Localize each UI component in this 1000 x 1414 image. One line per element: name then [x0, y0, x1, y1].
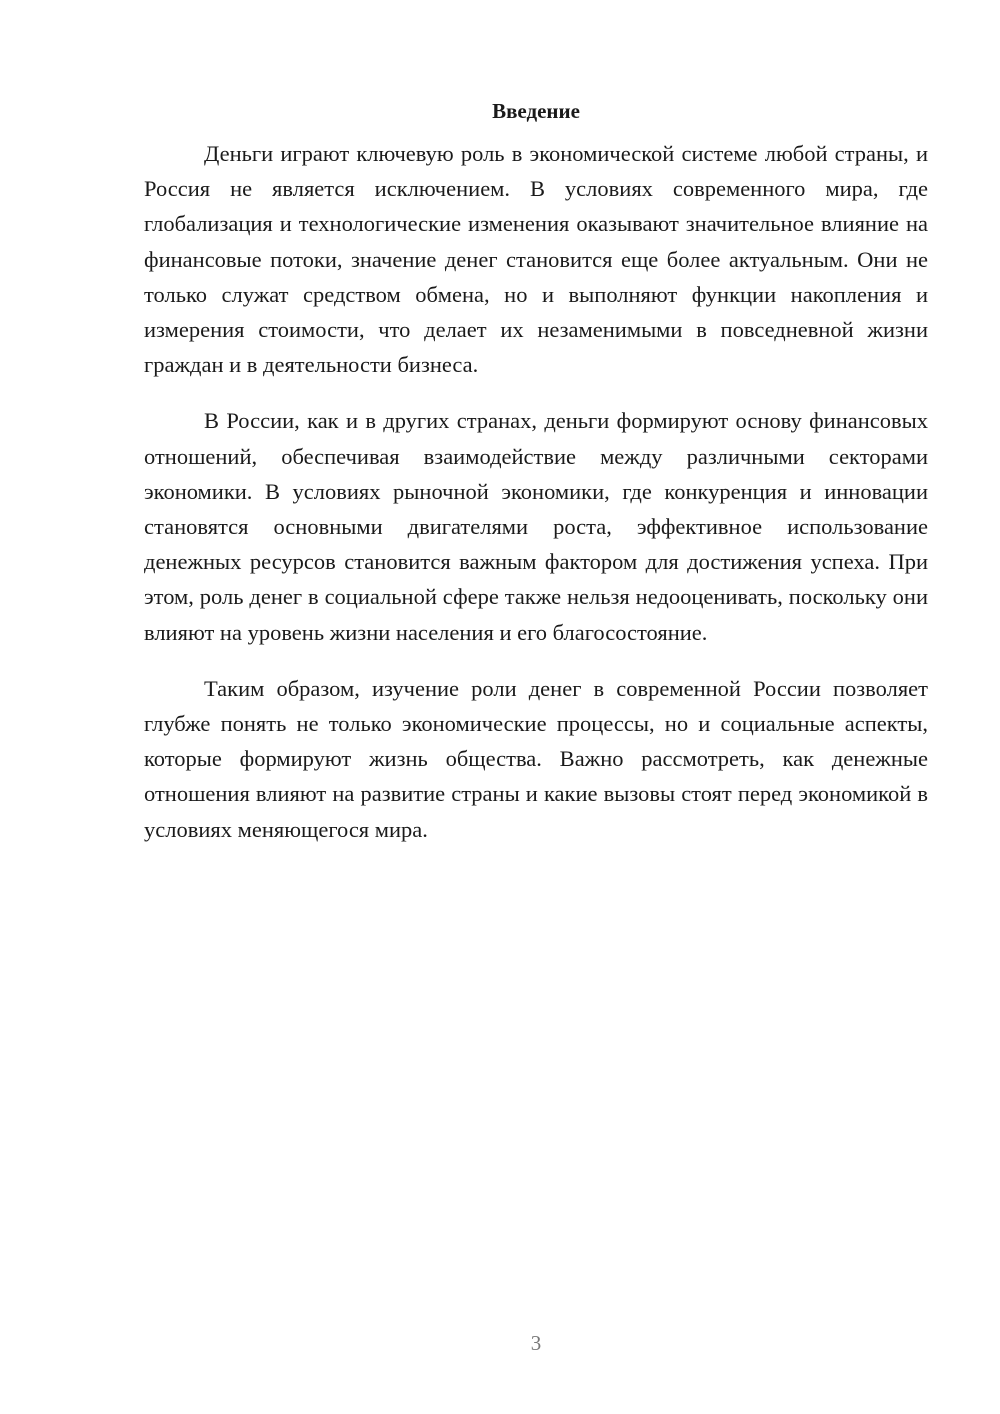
paragraph-1: Деньги играют ключевую роль в экономической системе любой страны, и Россия не является исключением. В условиях современного мира, где глобализация и технологические изменения оказывают значительное влияние на финансовые потоки, значение денег становится еще более актуальным. Они не только служат средством обмена, но и выполняют функции накопления и измерения стоимости, что делает их незаменимыми в повседневной жизни граждан и в деятельности бизнеса.	[144, 141, 928, 378]
page-number: 3	[530, 1331, 542, 1355]
section-title: Введение	[492, 99, 580, 123]
paragraph-3: Таким образом, изучение роли денег в современной России позволяет глубже понять не только экономические процессы, но и социальные аспекты, которые формируют жизнь общества. Важно рассмотреть, как денежные отношения влияют на развитие страны и какие вызовы стоят перед экономикой в условиях меняющегося мира.	[144, 675, 928, 842]
paragraph-2: В России, как и в других странах, деньги формируют основу финансовых отношений, обеспечивая взаимодействие между различными секторами экономики. В условиях рыночной экономики, где конкуренция и инновации становятся основными двигателями роста, эффективное использование денежных ресурсов становится важным фактором для достижения успеха. При этом, роль денег в социальной сфере также нельзя недооценивать, поскольку они влияют на уровень жизни населения и его благосостояние.	[144, 408, 928, 645]
page-content	[144, 93, 928, 868]
